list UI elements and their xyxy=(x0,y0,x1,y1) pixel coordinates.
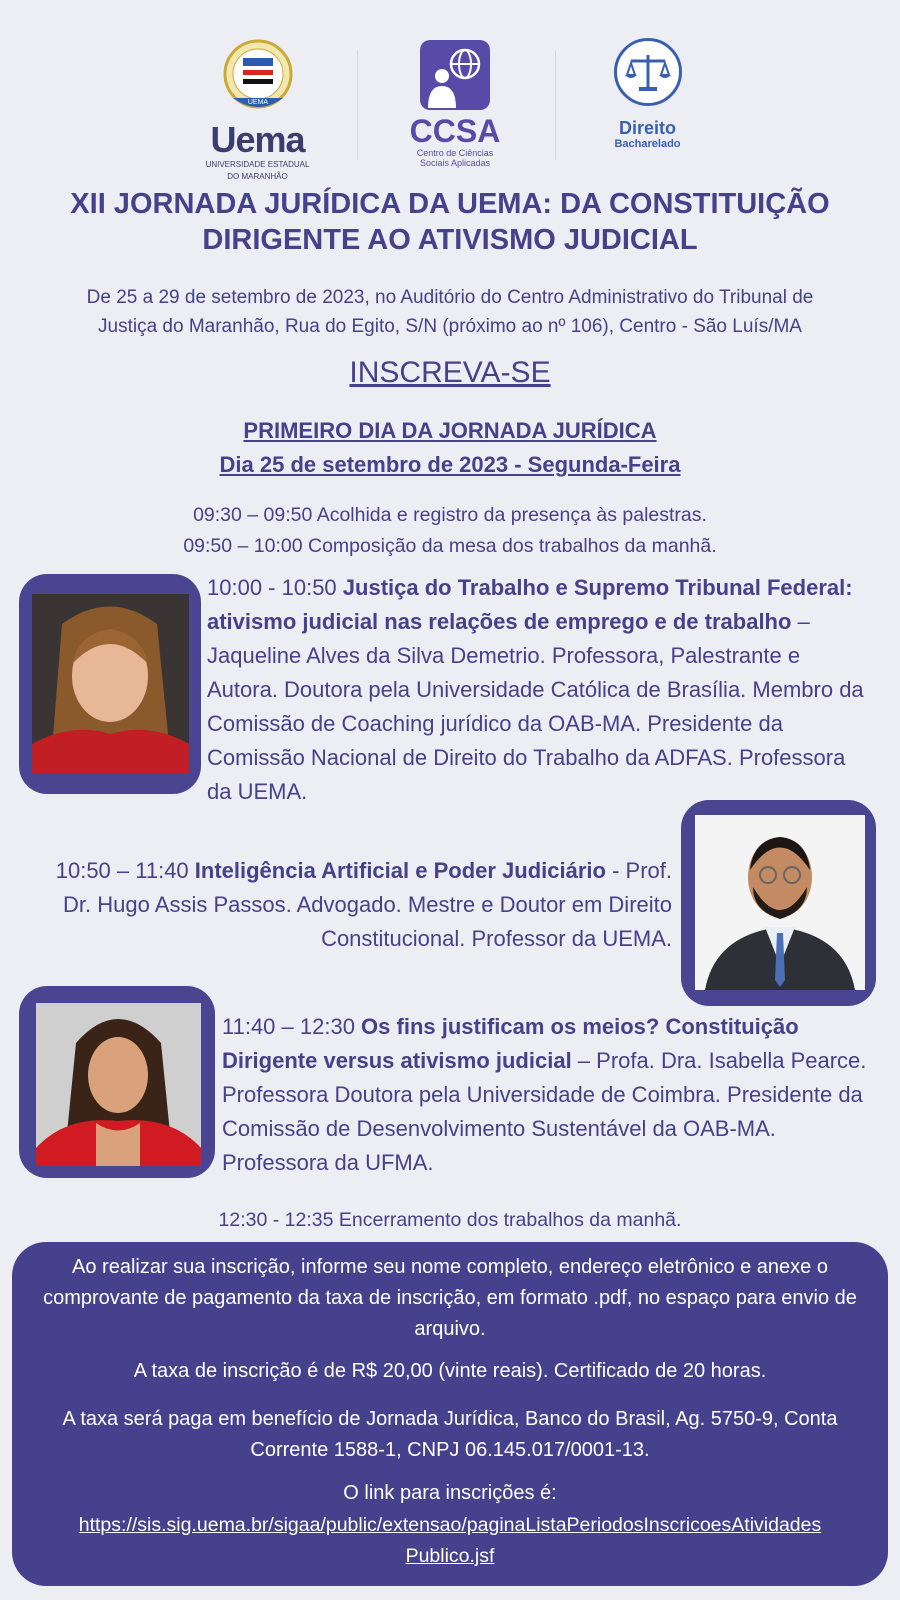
info-fee: A taxa de inscrição é de R$ 20,00 (vinte reais). Certificado de 20 horas. xyxy=(133,1360,767,1382)
day-heading-line-1: PRIMEIRO DIA DA JORNADA JURÍDICA xyxy=(243,418,657,443)
talk-title: Os fins justificam os meios? Constituição Dirigente versus ativismo judicial xyxy=(222,1014,799,1073)
schedule-item: 09:50 – 10:00 Composição da mesa dos trabalhos da manhã. xyxy=(183,535,717,557)
logo-divider xyxy=(357,50,358,160)
logo-divider xyxy=(555,50,556,160)
venue-line-1: De 25 a 29 de setembro de 2023, no Auditório do Centro Administrativo do Tribunal de xyxy=(86,287,814,308)
direito-subtitle: Bacharelado xyxy=(614,138,681,150)
registration-url[interactable] xyxy=(26,1510,874,1572)
day-heading-line-2: Dia 25 de setembro de 2023 - Segunda-Feira xyxy=(219,452,681,477)
ccsa-person-globe-icon xyxy=(420,40,490,110)
ccsa-logo xyxy=(400,40,510,168)
event-venue xyxy=(20,283,880,341)
talk-speaker: - Prof. Dr. Hugo Assis Passos. Advogado. Mestre e Doutor em Direito Constitucional. Professor da UEMA. xyxy=(63,858,672,951)
direito-logo xyxy=(590,38,705,150)
uema-subtitle-1: UNIVERSIDADE ESTADUAL xyxy=(205,160,310,169)
uema-seal-icon xyxy=(223,38,293,116)
info-bank: A taxa será paga em benefício de Jornada Jurídica, Banco do Brasil, Ag. 5750-9, Conta Corrente 1588-1, CNPJ 06.145.017/0001-13. xyxy=(62,1408,838,1461)
speaker-photo-isabella xyxy=(36,1003,201,1166)
registration-url-part-1[interactable]: https://sis.sig.uema.br/sigaa/public/extensao/paginaListaPeriodosInscricoesAtividades xyxy=(78,1514,822,1536)
ccsa-subtitle-1: Centro de Ciências xyxy=(416,148,494,158)
register-link[interactable]: INSCREVA-SE xyxy=(349,356,551,389)
event-title-line-1: XII JORNADA JURÍDICA DA UEMA: DA CONSTITUIÇÃO xyxy=(70,188,830,220)
speaker-photo-frame xyxy=(19,986,215,1178)
talk-2 xyxy=(30,854,672,956)
talk-time: 10:50 – 11:40 xyxy=(55,858,195,883)
day-heading xyxy=(0,414,900,482)
talk-title: Justiça do Trabalho e Supremo Tribunal Federal: ativismo judicial nas relações de emprego e de trabalho xyxy=(207,575,853,634)
info-link-label: O link para inscrições é: xyxy=(343,1482,557,1504)
closing-schedule-item: 12:30 - 12:35 Encerramento dos trabalhos da manhã. xyxy=(218,1209,682,1231)
event-title xyxy=(20,186,880,258)
venue-line-2: Justiça do Maranhão, Rua do Egito, S/N (próximo ao nº 106), Centro - São Luís/MA xyxy=(98,316,802,337)
opening-schedule xyxy=(0,500,900,562)
registration-url-part-2[interactable]: Publico.jsf xyxy=(405,1545,495,1567)
uema-subtitle-2: DO MARANHÃO xyxy=(227,172,288,181)
ccsa-wordmark: CCSA xyxy=(409,113,501,149)
speaker-photo-jaqueline xyxy=(32,594,189,774)
info-instructions: Ao realizar sua inscrição, informe seu nome completo, endereço eletrônico e anexe o comprovante de pagamento da taxa de inscrição, em formato .pdf, no espaço para envio de arquivo. xyxy=(43,1256,857,1340)
direito-wordmark: Direito xyxy=(618,118,676,138)
speaker-photo-frame xyxy=(681,800,876,1006)
scales-of-justice-icon xyxy=(614,38,682,106)
logo-bar xyxy=(0,30,900,180)
ccsa-subtitle-2: Sociais Aplicadas xyxy=(419,158,491,168)
uema-logo xyxy=(195,38,320,182)
event-title-line-2: DIRIGENTE AO ATIVISMO JUDICIAL xyxy=(202,224,698,256)
talk-title: Inteligência Artificial e Poder Judiciário xyxy=(194,858,606,883)
registration-info-box xyxy=(12,1242,888,1586)
talk-3 xyxy=(222,1010,880,1180)
talk-1 xyxy=(207,571,875,809)
speaker-photo-frame xyxy=(19,574,201,794)
talk-time: 10:00 - 10:50 xyxy=(207,575,343,600)
speaker-photo-hugo xyxy=(695,815,865,990)
svg-text:UEMA: UEMA xyxy=(247,99,268,106)
uema-wordmark: Uema xyxy=(210,119,305,160)
talk-speaker: – Profa. Dra. Isabella Pearce. Professora Doutora pela Universidade de Coimbra. Presidente da Comissão de Desenvolvimento Sustentável da OAB-MA. Professora da UFMA. xyxy=(222,1048,867,1175)
talk-time: 11:40 – 12:30 xyxy=(222,1014,362,1039)
schedule-item: 09:30 – 09:50 Acolhida e registro da presença às palestras. xyxy=(193,504,707,526)
talk-speaker: – Jaqueline Alves da Silva Demetrio. Professora, Palestrante e Autora. Doutora pela Universidade Católica de Brasília. Membro da Comissão de Coaching jurídico da OAB-MA. Presidente da Comissão Nacional de Direito do Trabalho da ADFAS. Professora da UEMA. xyxy=(207,609,864,804)
